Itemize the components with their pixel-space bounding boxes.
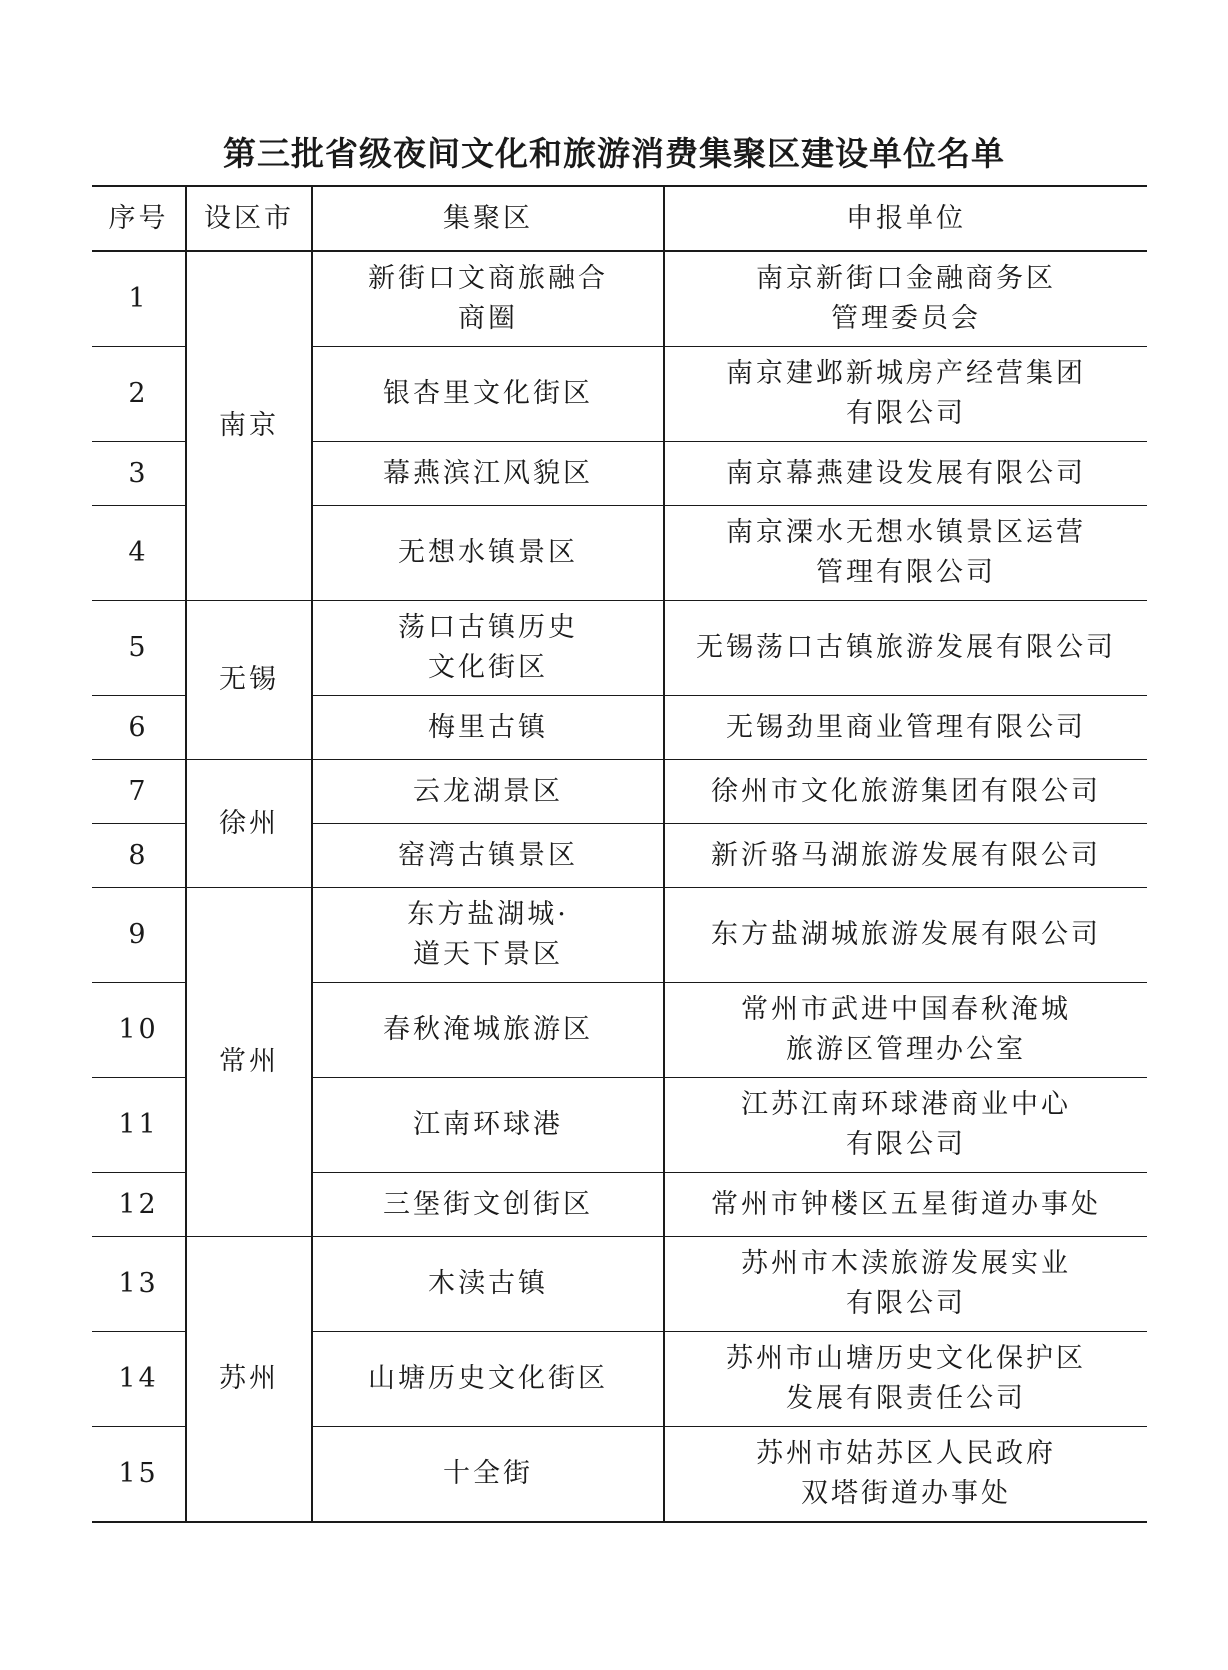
page-title: 第三批省级夜间文化和旅游消费集聚区建设单位名单 (223, 134, 1005, 173)
row-number: 3 (92, 442, 186, 506)
unit-cell: 无锡荡口古镇旅游发展有限公司 (664, 601, 1147, 696)
row-number: 1 (92, 251, 186, 347)
city-cell-xuzhou: 徐州 (186, 760, 312, 888)
unit-cell: 东方盐湖城旅游发展有限公司 (664, 888, 1147, 983)
area-cell: 银杏里文化街区 (312, 347, 664, 442)
table-row (92, 601, 1147, 696)
table-header-row (92, 186, 1147, 251)
unit-cell: 常州市武进中国春秋淹城 旅游区管理办公室 (664, 983, 1147, 1078)
header-no: 序号 (92, 186, 186, 251)
row-number: 2 (92, 347, 186, 442)
area-cell: 荡口古镇历史 文化街区 (312, 601, 664, 696)
unit-list-table (92, 185, 1147, 1523)
header-city: 设区市 (186, 186, 312, 251)
unit-cell: 南京新街口金融商务区 管理委员会 (664, 251, 1147, 347)
area-cell: 梅里古镇 (312, 696, 664, 760)
row-number: 11 (92, 1078, 186, 1173)
area-cell: 云龙湖景区 (312, 760, 664, 824)
table-row (92, 760, 1147, 824)
area-cell: 窑湾古镇景区 (312, 824, 664, 888)
row-number: 15 (92, 1427, 186, 1523)
area-cell: 江南环球港 (312, 1078, 664, 1173)
header-unit: 申报单位 (664, 186, 1147, 251)
unit-cell: 南京溧水无想水镇景区运营 管理有限公司 (664, 506, 1147, 601)
area-cell: 春秋淹城旅游区 (312, 983, 664, 1078)
unit-cell: 无锡劲里商业管理有限公司 (664, 696, 1147, 760)
row-number: 6 (92, 696, 186, 760)
table-row (92, 251, 1147, 347)
unit-cell: 苏州市木渎旅游发展实业 有限公司 (664, 1237, 1147, 1332)
row-number: 9 (92, 888, 186, 983)
row-number: 13 (92, 1237, 186, 1332)
unit-cell: 江苏江南环球港商业中心 有限公司 (664, 1078, 1147, 1173)
row-number: 7 (92, 760, 186, 824)
unit-cell: 常州市钟楼区五星街道办事处 (664, 1173, 1147, 1237)
row-number: 14 (92, 1332, 186, 1427)
area-cell: 无想水镇景区 (312, 506, 664, 601)
unit-cell: 徐州市文化旅游集团有限公司 (664, 760, 1147, 824)
area-cell: 三堡街文创街区 (312, 1173, 664, 1237)
area-cell: 幕燕滨江风貌区 (312, 442, 664, 506)
city-cell-changzhou: 常州 (186, 888, 312, 1237)
row-number: 5 (92, 601, 186, 696)
unit-cell: 苏州市山塘历史文化保护区 发展有限责任公司 (664, 1332, 1147, 1427)
row-number: 12 (92, 1173, 186, 1237)
area-cell: 十全街 (312, 1427, 664, 1523)
city-cell-nanjing: 南京 (186, 251, 312, 601)
area-cell: 山塘历史文化街区 (312, 1332, 664, 1427)
row-number: 8 (92, 824, 186, 888)
table-row (92, 888, 1147, 983)
area-cell: 新街口文商旅融合 商圈 (312, 251, 664, 347)
unit-cell: 南京建邺新城房产经营集团 有限公司 (664, 347, 1147, 442)
unit-cell: 苏州市姑苏区人民政府 双塔街道办事处 (664, 1427, 1147, 1523)
city-cell-wuxi: 无锡 (186, 601, 312, 760)
row-number: 10 (92, 983, 186, 1078)
area-cell: 木渎古镇 (312, 1237, 664, 1332)
table-row (92, 1237, 1147, 1332)
row-number: 4 (92, 506, 186, 601)
header-area: 集聚区 (312, 186, 664, 251)
unit-cell: 南京幕燕建设发展有限公司 (664, 442, 1147, 506)
unit-cell: 新沂骆马湖旅游发展有限公司 (664, 824, 1147, 888)
area-cell: 东方盐湖城· 道天下景区 (312, 888, 664, 983)
city-cell-suzhou: 苏州 (186, 1237, 312, 1523)
